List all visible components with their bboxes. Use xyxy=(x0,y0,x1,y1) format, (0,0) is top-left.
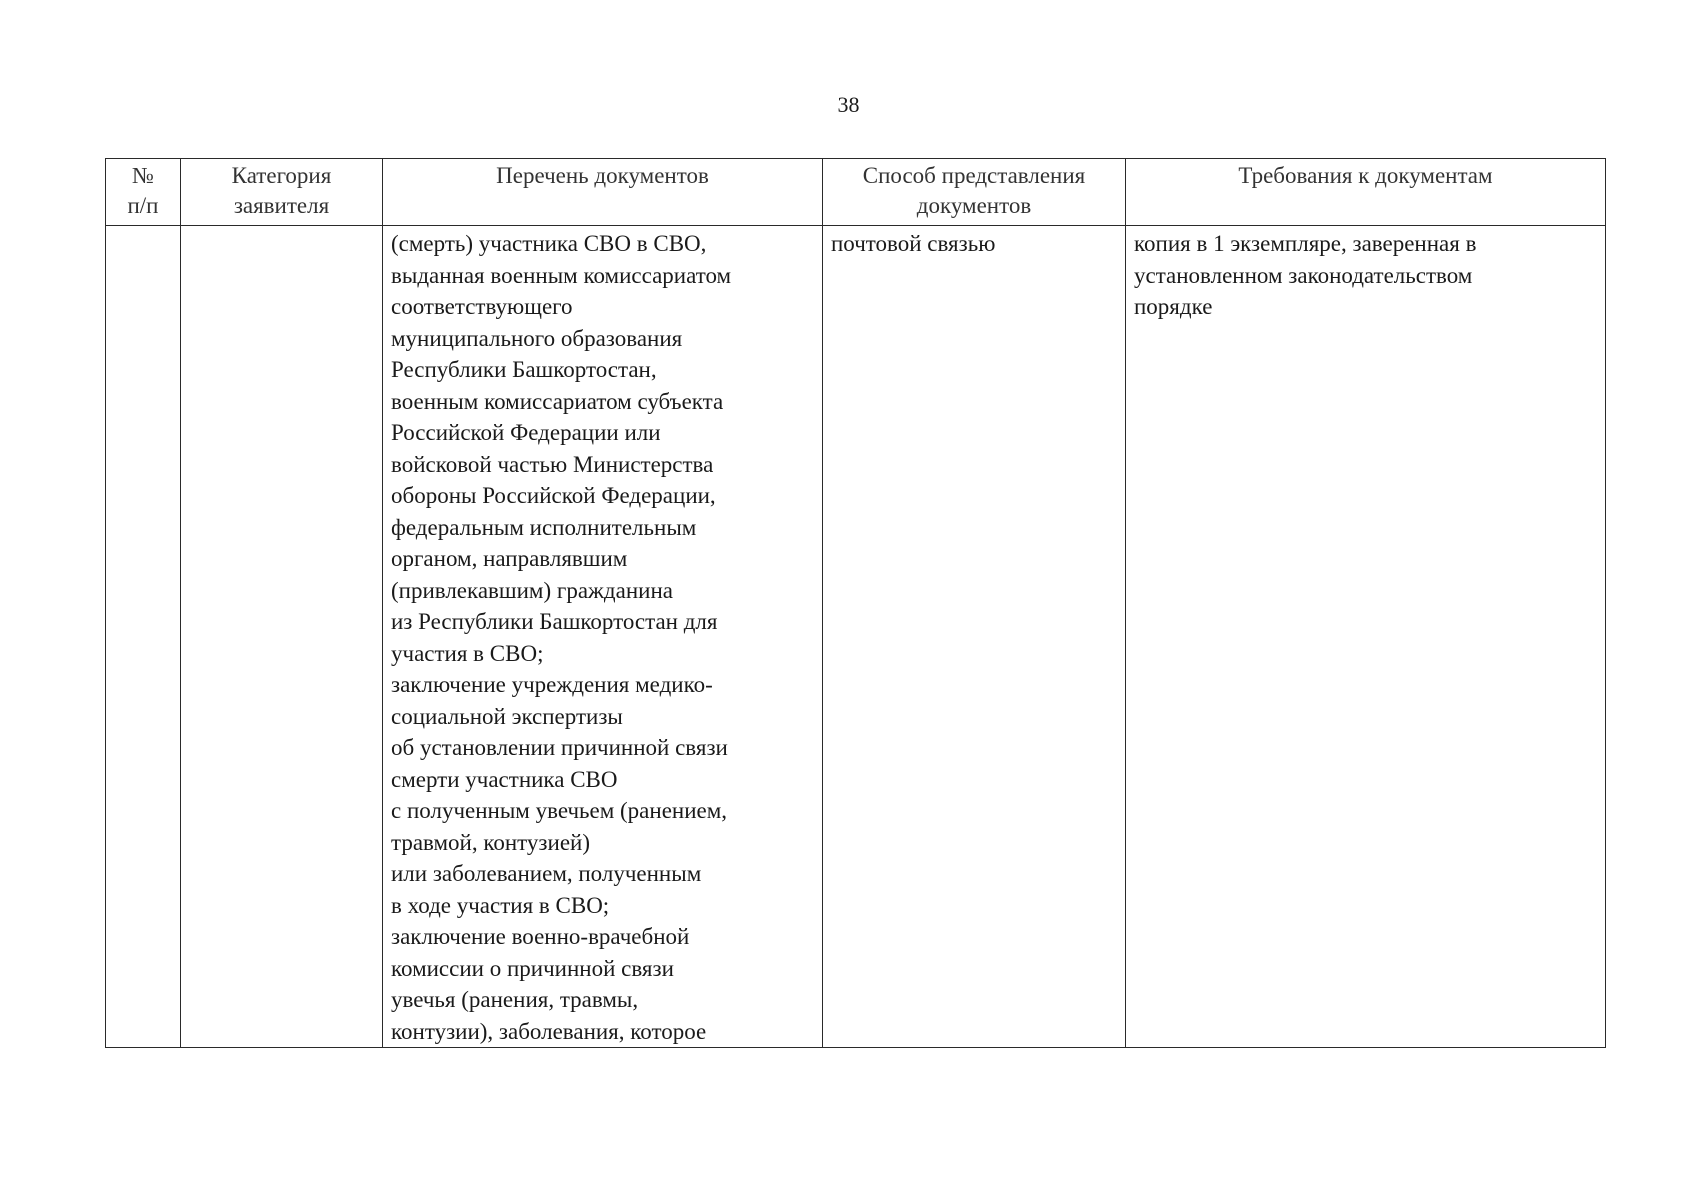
cell-line: в ходе участия в СВО; xyxy=(391,892,610,918)
table-header-row xyxy=(106,159,1606,226)
cell-line: контузии), заболевания, которое xyxy=(391,1018,707,1044)
cell-line: муниципального образования xyxy=(391,325,683,351)
cell-line: Республики Башкортостан, xyxy=(391,357,657,382)
cell-line: (смерть) участника СВО в СВО, xyxy=(391,231,707,256)
cell-line: с полученным увечьем (ранением, xyxy=(391,798,728,823)
cell-line: копия в 1 экземпляре, заверенная в xyxy=(1134,231,1477,256)
cell-line: заключение учреждения медико- xyxy=(391,672,713,697)
cell-line: войсковой частью Министерства xyxy=(391,451,714,477)
cell-line: заключение военно-врачебной xyxy=(391,924,690,949)
header-number: № п/п xyxy=(106,159,181,226)
cell-line: социальной экспертизы xyxy=(391,703,623,729)
header-category: Категория заявителя xyxy=(181,159,383,226)
cell-line: Российской Федерации или xyxy=(391,420,661,445)
cell-line: комиссии о причинной связи xyxy=(391,955,674,981)
cell-method xyxy=(823,226,1126,1048)
cell-requirements xyxy=(1126,226,1606,1048)
cell-line: участия в СВО; xyxy=(391,640,544,666)
cell-line: увечья (ранения, травмы, xyxy=(391,987,639,1012)
cell-line: федеральным исполнительным xyxy=(391,514,697,540)
cell-line: почтовой связью xyxy=(831,231,996,256)
cell-line: порядке xyxy=(1134,294,1213,319)
cell-line: травмой, контузией) xyxy=(391,829,591,855)
cell-line: военным комиссариатом субъекта xyxy=(391,388,724,414)
header-documents: Перечень документов xyxy=(383,159,823,226)
cell-line: или заболеванием, полученным xyxy=(391,861,702,886)
header-requirements: Требования к документам xyxy=(1126,159,1606,226)
cell-line: органом, направлявшим xyxy=(391,546,628,571)
cell-number xyxy=(106,226,181,1048)
cell-category xyxy=(181,226,383,1048)
cell-documents xyxy=(383,226,823,1048)
header-method: Способ представления документов xyxy=(823,159,1126,226)
cell-line: смерти участника СВО xyxy=(391,766,618,792)
cell-line: из Республики Башкортостан для xyxy=(391,609,718,634)
cell-line: обороны Российской Федерации, xyxy=(391,483,716,508)
cell-line: соответствующего xyxy=(391,294,573,319)
page-number: 38 xyxy=(837,92,860,117)
cell-line: установленном законодательством xyxy=(1134,262,1473,288)
cell-line: выданная военным комиссариатом xyxy=(391,262,732,288)
documents-table xyxy=(105,158,1606,1048)
table-row xyxy=(106,226,1606,1048)
cell-line: об установлении причинной связи xyxy=(391,735,728,760)
cell-line: (привлекавшим) гражданина xyxy=(391,577,673,603)
